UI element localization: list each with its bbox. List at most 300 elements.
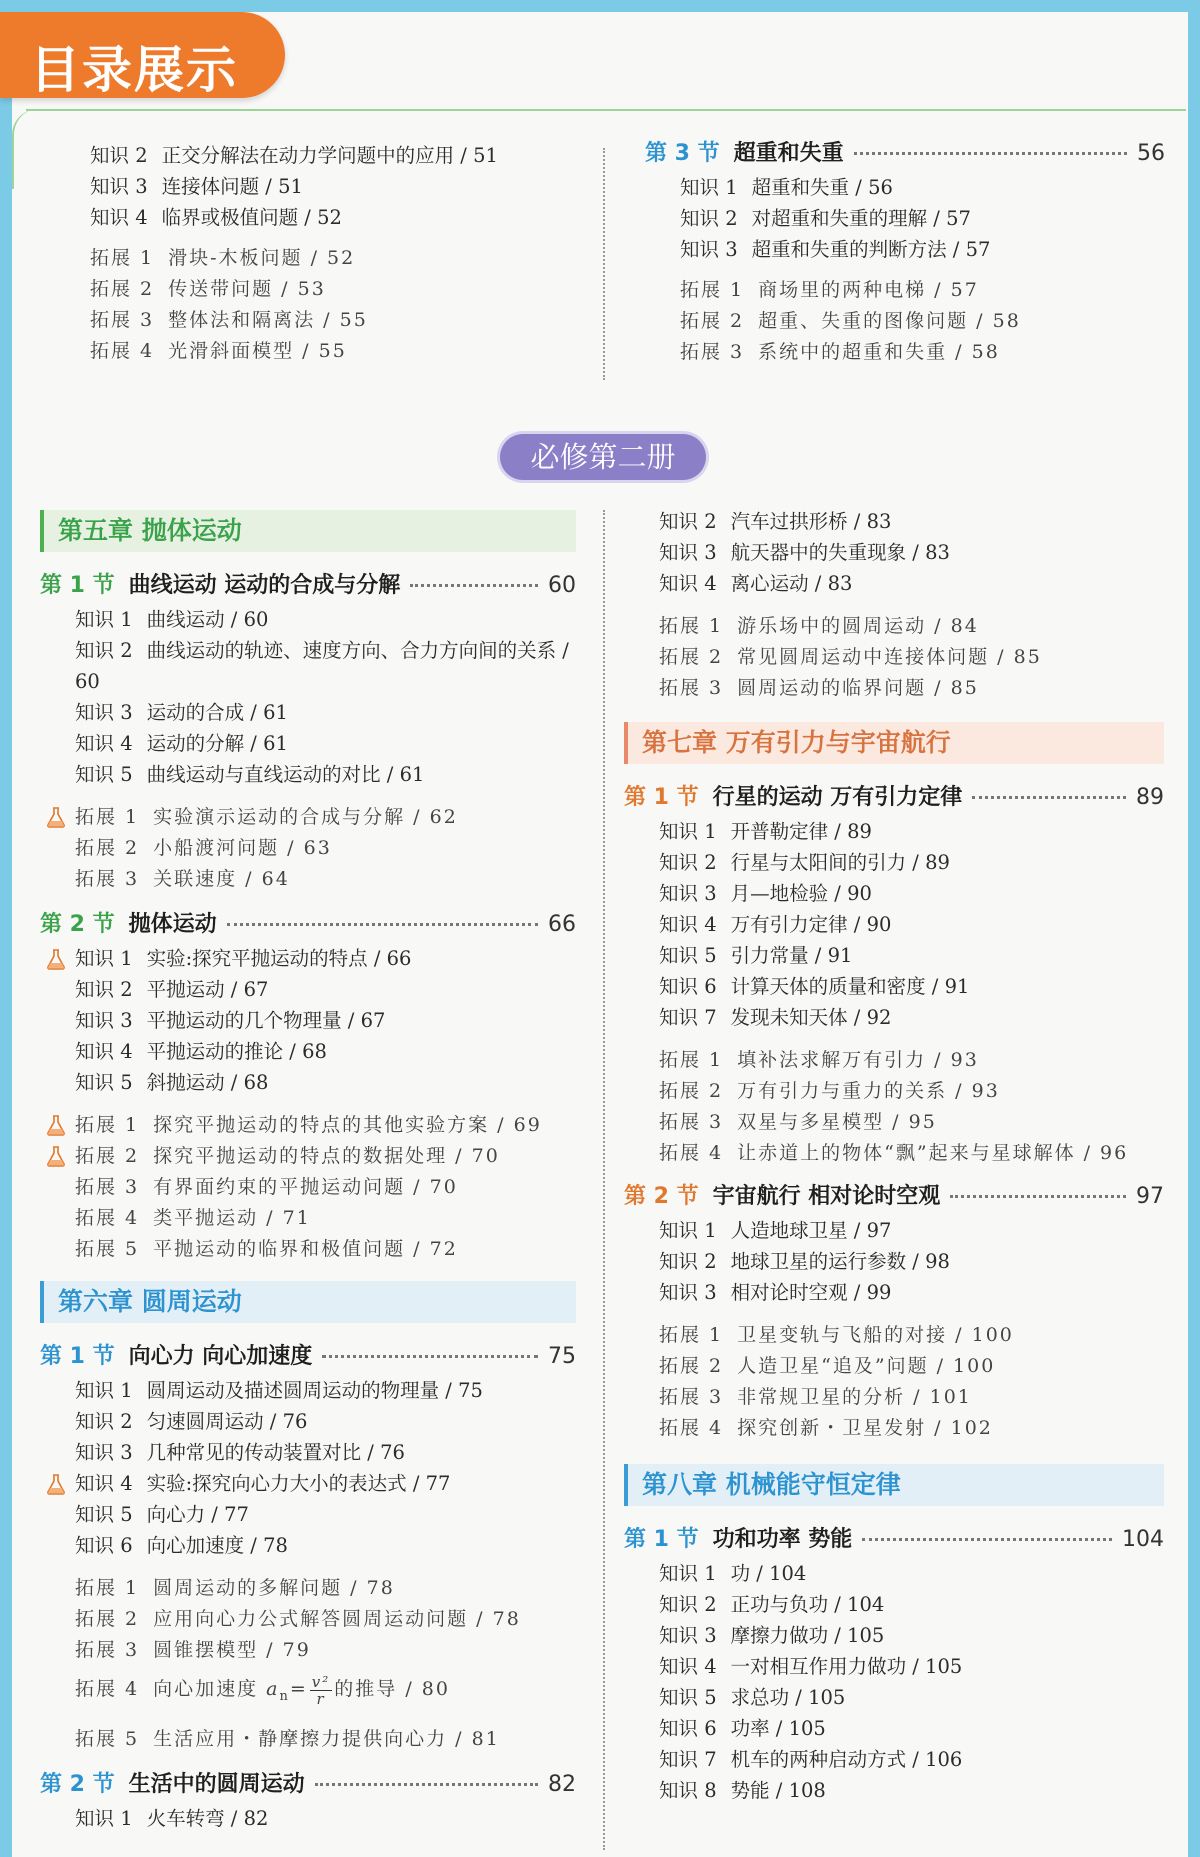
extension-label: 拓展 1: [659, 1049, 724, 1071]
knowledge-item[interactable]: [624, 816, 1164, 847]
knowledge-text: 实验:探究平抛运动的特点 / 66: [146, 947, 412, 970]
extension-item[interactable]: [58, 305, 578, 336]
flask-icon: [46, 1115, 66, 1136]
volume-badge: 必修第二册: [500, 434, 706, 480]
extension-label: 拓展 1: [75, 1577, 140, 1599]
section-number: 第 2 节: [40, 1771, 115, 1797]
knowledge-item[interactable]: [624, 1775, 1164, 1806]
leader-dots: [322, 1355, 538, 1358]
extension-text: 系统中的超重和失重 / 58: [758, 341, 1000, 363]
knowledge-label: 知识 7: [659, 1006, 717, 1029]
section-number: 第 1 节: [624, 1527, 699, 1552]
flask-icon: [46, 948, 66, 969]
spacer: [624, 704, 1164, 722]
knowledge-label: 知识 2: [659, 1593, 717, 1616]
extension-label: 拓展 3: [659, 677, 724, 699]
leader-dots: [862, 1538, 1112, 1541]
extension-text: 关联速度 / 64: [153, 868, 290, 890]
knowledge-text: 引力常量 / 91: [730, 944, 853, 967]
spacer: [40, 790, 576, 802]
knowledge-text: 月—地检验 / 90: [730, 882, 872, 905]
extension-label: 拓展 1: [659, 615, 724, 637]
extension-text: 商场里的两种电梯 / 57: [758, 279, 979, 301]
fraction-denominator: r: [316, 1689, 326, 1708]
extension-item[interactable]: [40, 1110, 576, 1141]
extension-text: 光滑斜面模型 / 55: [168, 340, 347, 362]
extension-label: 拓展 3: [75, 1639, 140, 1661]
section-heading[interactable]: [40, 1767, 576, 1803]
section-title: 行星的运动 万有引力定律: [712, 785, 963, 810]
knowledge-item[interactable]: [624, 971, 1164, 1002]
knowledge-label: 知识 1: [75, 608, 133, 631]
extension-label: 拓展 1: [659, 1324, 724, 1346]
right-column: [624, 506, 1164, 1806]
knowledge-item[interactable]: [40, 1375, 576, 1406]
knowledge-item[interactable]: [624, 1215, 1164, 1246]
knowledge-label: 知识 4: [75, 732, 133, 755]
extension-text: 应用向心力公式解答圆周运动问题 / 78: [153, 1608, 521, 1630]
extension-item[interactable]: [624, 1138, 1164, 1169]
knowledge-text: 向心力 / 77: [146, 1503, 249, 1526]
knowledge-text: 临界或极值问题 / 52: [161, 206, 342, 229]
knowledge-label: 知识 4: [75, 1040, 133, 1063]
section-title: 宇宙航行 相对论时空观: [712, 1184, 941, 1209]
knowledge-text: 航天器中的失重现象 / 83: [730, 541, 950, 564]
knowledge-label: 知识 4: [659, 572, 717, 595]
spacer: [40, 895, 576, 903]
knowledge-item[interactable]: [624, 537, 1164, 568]
knowledge-text: 计算天体的质量和密度 / 91: [730, 975, 970, 998]
knowledge-label: 知识 4: [659, 913, 717, 936]
extension-text: 超重、失重的图像问题 / 58: [758, 310, 1021, 332]
section-title: 功和功率 势能: [712, 1527, 853, 1552]
extension-item[interactable]: [645, 337, 1165, 368]
knowledge-text: 开普勒定律 / 89: [730, 820, 872, 843]
extension-text: 小船渡河问题 / 63: [153, 837, 332, 859]
spacer: [58, 233, 578, 243]
extension-label: 拓展 3: [75, 1176, 140, 1198]
section-number: 第 3 节: [645, 141, 720, 166]
knowledge-text: 求总功 / 105: [730, 1686, 846, 1709]
extension-label: 拓展 3: [659, 1111, 724, 1133]
extension-item[interactable]: [624, 642, 1164, 673]
extension-label: 拓展 3: [90, 309, 155, 331]
knowledge-label: 知识 2: [90, 144, 148, 167]
knowledge-text: 曲线运动 / 60: [146, 608, 269, 631]
extension-text: 整体法和隔离法 / 55: [168, 309, 368, 331]
knowledge-item[interactable]: [40, 1067, 576, 1098]
knowledge-label: 知识 3: [75, 701, 133, 724]
section-number: 第 1 节: [40, 1344, 115, 1369]
knowledge-item[interactable]: [624, 1620, 1164, 1651]
spacer: [624, 1308, 1164, 1320]
fraction-numerator: v²: [311, 1672, 331, 1691]
knowledge-item[interactable]: [40, 728, 576, 759]
knowledge-text: 超重和失重的判断方法 / 57: [751, 238, 991, 261]
extension-item[interactable]: [624, 1320, 1164, 1351]
extension-label: 拓展 2: [75, 1608, 140, 1630]
knowledge-label: 知识 6: [659, 975, 717, 998]
extension-label: 拓展 4: [659, 1417, 724, 1439]
knowledge-text: 正功与负功 / 104: [730, 1593, 885, 1616]
top-left-column: [58, 140, 578, 367]
section-heading[interactable]: [40, 907, 576, 943]
extension-text: 人造卫星“追及”问题 / 100: [737, 1355, 996, 1377]
knowledge-text: 万有引力定律 / 90: [730, 913, 892, 936]
knowledge-text: 对超重和失重的理解 / 57: [751, 207, 971, 230]
extension-item[interactable]: [624, 1107, 1164, 1138]
knowledge-text: 一对相互作用力做功 / 105: [730, 1655, 963, 1678]
knowledge-item[interactable]: [40, 974, 576, 1005]
knowledge-text: 曲线运动的轨迹、速度方向、合力方向间的关系 / 60: [75, 639, 569, 693]
knowledge-label: 知识 6: [659, 1717, 717, 1740]
leader-dots: [972, 796, 1126, 799]
knowledge-text: 匀速圆周运动 / 76: [146, 1410, 308, 1433]
knowledge-label: 知识 3: [659, 1624, 717, 1647]
section-page: 82: [548, 1771, 576, 1797]
section-page: 97: [1136, 1184, 1164, 1209]
knowledge-label: 知识 3: [659, 541, 717, 564]
knowledge-item[interactable]: [645, 203, 1165, 234]
section-page: 56: [1137, 141, 1165, 166]
extension-label: 拓展 2: [90, 278, 155, 300]
extension-text: 非常规卫星的分析 / 101: [737, 1386, 972, 1408]
chapter-heading[interactable]: 第八章 机械能守恒定律: [624, 1464, 1164, 1506]
knowledge-text: 运动的分解 / 61: [146, 732, 288, 755]
extension-item[interactable]: [624, 1413, 1164, 1444]
knowledge-item[interactable]: [645, 172, 1165, 203]
extension-text: 生活应用・静摩擦力提供向心力 / 81: [153, 1727, 500, 1750]
spacer: [40, 1098, 576, 1110]
section-heading[interactable]: [624, 1522, 1164, 1558]
column-divider-top: [603, 148, 605, 380]
formula-fraction: [310, 1674, 333, 1707]
extension-item[interactable]: [40, 1724, 576, 1755]
knowledge-text: 地球卫星的运行参数 / 98: [730, 1250, 950, 1273]
chapter-heading[interactable]: 第五章 抛体运动: [40, 510, 576, 552]
knowledge-item[interactable]: [40, 1530, 576, 1561]
extension-item[interactable]: [40, 833, 576, 864]
knowledge-text: 连接体问题 / 51: [161, 175, 303, 198]
extension-text: 探究创新・卫星发射 / 102: [737, 1417, 993, 1439]
knowledge-label: 知识 1: [75, 1806, 133, 1830]
extension-text: 滑块-木板问题 / 52: [168, 247, 356, 269]
knowledge-text: 发现未知天体 / 92: [730, 1006, 892, 1029]
knowledge-text: 势能 / 108: [730, 1779, 826, 1802]
extension-label: 拓展 2: [680, 310, 745, 332]
spacer: [40, 1265, 576, 1281]
section-number: 第 1 节: [624, 785, 699, 810]
extension-item[interactable]: [645, 275, 1165, 306]
extension-item[interactable]: [40, 1234, 576, 1265]
extension-label: 拓展 4: [659, 1142, 724, 1164]
extension-text: 常见圆周运动中连接体问题 / 85: [737, 646, 1042, 668]
extension-label: 拓展 1: [75, 1114, 140, 1136]
extension-text: 填补法求解万有引力 / 93: [737, 1049, 979, 1071]
knowledge-item[interactable]: [624, 1002, 1164, 1033]
knowledge-text: 实验:探究向心力大小的表达式 / 77: [146, 1472, 451, 1495]
top-right-column: [645, 140, 1165, 368]
extension-label: 拓展 3: [75, 868, 140, 890]
knowledge-label: 知识 5: [75, 1071, 133, 1094]
extension-text: 万有引力与重力的关系 / 93: [737, 1080, 1000, 1102]
knowledge-text: 摩擦力做功 / 105: [730, 1624, 885, 1647]
knowledge-text: 平抛运动 / 67: [146, 978, 269, 1001]
knowledge-label: 知识 3: [659, 1281, 717, 1304]
header-rule-curve: [12, 109, 42, 189]
extension-label: 拓展 4: [75, 1207, 140, 1229]
extension-label: 拓展 4: [75, 1678, 140, 1700]
knowledge-label: 知识 4: [659, 1655, 717, 1678]
extension-item[interactable]: [40, 864, 576, 895]
knowledge-item[interactable]: [58, 171, 578, 202]
knowledge-label: 知识 7: [659, 1748, 717, 1771]
section-title: 抛体运动: [128, 912, 217, 937]
extension-text: 平抛运动的临界和极值问题 / 72: [153, 1238, 458, 1260]
extension-text: 传送带问题 / 53: [168, 278, 326, 300]
spacer: [624, 599, 1164, 611]
knowledge-item[interactable]: [624, 506, 1164, 537]
knowledge-label: 知识 1: [659, 1562, 717, 1585]
knowledge-item[interactable]: [40, 1036, 576, 1067]
leader-dots: [950, 1195, 1126, 1198]
knowledge-label: 知识 2: [659, 510, 717, 533]
knowledge-label: 知识 2: [659, 851, 717, 874]
knowledge-text: 火车转弯 / 82: [146, 1806, 269, 1830]
extension-label: 拓展 2: [75, 837, 140, 859]
knowledge-label: 知识 1: [75, 1379, 133, 1402]
section-title: 向心力 向心加速度: [128, 1344, 313, 1369]
extension-item[interactable]: [645, 306, 1165, 337]
knowledge-item[interactable]: [40, 697, 576, 728]
extension-text: 圆周运动的临界问题 / 85: [737, 677, 979, 699]
spacer: [624, 1169, 1164, 1175]
knowledge-text: 功率 / 105: [730, 1717, 826, 1740]
section-title: 曲线运动 运动的合成与分解: [128, 573, 401, 598]
knowledge-item[interactable]: [40, 1406, 576, 1437]
knowledge-item[interactable]: [624, 1651, 1164, 1682]
knowledge-item[interactable]: [624, 1246, 1164, 1277]
flask-icon: [46, 1146, 66, 1167]
spacer: [624, 1033, 1164, 1045]
extension-item[interactable]: [40, 1141, 576, 1172]
left-column: [40, 510, 576, 1834]
extension-item[interactable]: [624, 1382, 1164, 1413]
extension-label: 拓展 2: [75, 1145, 140, 1167]
section-number: 第 1 节: [40, 573, 115, 598]
knowledge-text: 曲线运动与直线运动的对比 / 61: [146, 763, 425, 786]
knowledge-item[interactable]: [40, 604, 576, 635]
knowledge-text: 机车的两种启动方式 / 106: [730, 1748, 963, 1771]
extension-item[interactable]: [58, 274, 578, 305]
extension-text: 圆周运动的多解问题 / 78: [153, 1577, 395, 1599]
formula-subscript: n: [279, 1688, 290, 1704]
knowledge-label: 知识 8: [659, 1779, 717, 1802]
leader-dots: [854, 152, 1127, 155]
header-banner: [0, 12, 285, 98]
knowledge-label: 知识 5: [75, 1503, 133, 1526]
knowledge-label: 知识 5: [659, 1686, 717, 1709]
knowledge-text: 功 / 104: [730, 1562, 807, 1585]
header-rule: [26, 109, 1186, 111]
knowledge-item[interactable]: [624, 909, 1164, 940]
formula-equals: =: [289, 1678, 308, 1700]
knowledge-label: 知识 3: [680, 238, 738, 261]
extension-label: 拓展 2: [659, 1355, 724, 1377]
extension-label: 拓展 1: [680, 279, 745, 301]
flask-icon: [46, 807, 66, 828]
extension-label: 拓展 2: [659, 1080, 724, 1102]
knowledge-label: 知识 3: [659, 882, 717, 905]
knowledge-item[interactable]: [58, 140, 578, 171]
section-page: 66: [548, 912, 576, 937]
extension-item[interactable]: [624, 1351, 1164, 1382]
knowledge-text: 行星与太阳间的引力 / 89: [730, 851, 950, 874]
extension-label: 拓展 3: [680, 341, 745, 363]
extension-label: 拓展 2: [659, 646, 724, 668]
leader-dots: [227, 923, 538, 926]
extension-text: 游乐场中的圆周运动 / 84: [737, 615, 979, 637]
extension-item[interactable]: [58, 243, 578, 274]
extension-text: 圆锥摆模型 / 79: [153, 1639, 311, 1661]
extension-item[interactable]: [40, 1172, 576, 1203]
extension-text: 探究平抛运动的特点的其他实验方案 / 69: [153, 1114, 542, 1136]
knowledge-item[interactable]: [40, 1468, 576, 1499]
knowledge-item[interactable]: [40, 1437, 576, 1468]
knowledge-item[interactable]: [624, 1277, 1164, 1308]
flask-icon: [46, 1473, 66, 1494]
section-page: 104: [1122, 1527, 1164, 1552]
knowledge-label: 知识 3: [90, 175, 148, 198]
knowledge-item[interactable]: [624, 940, 1164, 971]
knowledge-text: 汽车过拱形桥 / 83: [730, 510, 892, 533]
knowledge-item[interactable]: [624, 1589, 1164, 1620]
spacer: [624, 1444, 1164, 1464]
knowledge-text: 超重和失重 / 56: [751, 176, 893, 199]
section-page: 89: [1136, 785, 1164, 810]
knowledge-item[interactable]: [40, 635, 576, 697]
extension-item[interactable]: [40, 1573, 576, 1604]
extension-item[interactable]: [40, 1666, 576, 1720]
knowledge-item[interactable]: [624, 878, 1164, 909]
extension-text: 实验演示运动的合成与分解 / 62: [153, 806, 458, 828]
knowledge-item[interactable]: [624, 568, 1164, 599]
knowledge-text: 几种常见的传动装置对比 / 76: [146, 1441, 405, 1464]
extension-text: 向心加速度: [153, 1678, 259, 1700]
knowledge-item[interactable]: [624, 847, 1164, 878]
extension-label: 拓展 5: [75, 1238, 140, 1260]
knowledge-text: 平抛运动的几个物理量 / 67: [146, 1009, 386, 1032]
section-number: 第 2 节: [40, 912, 115, 937]
extension-item[interactable]: [40, 802, 576, 833]
extension-text: 有界面约束的平抛运动问题 / 70: [153, 1176, 458, 1198]
extension-label: 拓展 1: [90, 247, 155, 269]
knowledge-item[interactable]: [624, 1744, 1164, 1775]
knowledge-label: 知识 3: [75, 1441, 133, 1464]
section-title: 超重和失重: [733, 141, 844, 166]
knowledge-label: 知识 2: [75, 1410, 133, 1433]
knowledge-item[interactable]: [40, 1803, 576, 1834]
knowledge-label: 知识 1: [680, 176, 738, 199]
chapter-heading[interactable]: 第六章 圆周运动: [40, 1281, 576, 1323]
section-page: 75: [548, 1344, 576, 1369]
section-title: 生活中的圆周运动: [128, 1771, 305, 1797]
knowledge-label: 知识 4: [90, 206, 148, 229]
knowledge-item[interactable]: [624, 1558, 1164, 1589]
knowledge-text: 圆周运动及描述圆周运动的物理量 / 75: [146, 1379, 483, 1402]
knowledge-item[interactable]: [40, 943, 576, 974]
extension-item[interactable]: [624, 611, 1164, 642]
knowledge-label: 知识 4: [75, 1472, 133, 1495]
extension-item[interactable]: [624, 1045, 1164, 1076]
section-heading[interactable]: [40, 1339, 576, 1375]
formula-symbol: a: [266, 1678, 280, 1700]
knowledge-text: 相对论时空观 / 99: [730, 1281, 892, 1304]
knowledge-item[interactable]: [645, 234, 1165, 265]
section-heading[interactable]: [624, 1179, 1164, 1215]
extension-item[interactable]: [40, 1203, 576, 1234]
extension-text: 让赤道上的物体“飘”起来与星球解体 / 96: [737, 1142, 1129, 1164]
section-heading[interactable]: [645, 136, 1165, 172]
extension-label: 拓展 5: [75, 1727, 140, 1750]
knowledge-text: 人造地球卫星 / 97: [730, 1219, 892, 1242]
knowledge-text: 平抛运动的推论 / 68: [146, 1040, 327, 1063]
knowledge-item[interactable]: [624, 1682, 1164, 1713]
leader-dots: [410, 584, 538, 587]
leader-dots: [315, 1783, 538, 1786]
knowledge-label: 知识 6: [75, 1534, 133, 1557]
extension-item[interactable]: [624, 1076, 1164, 1107]
knowledge-item[interactable]: [40, 759, 576, 790]
extension-text: 卫星变轨与飞船的对接 / 100: [737, 1324, 1014, 1346]
knowledge-label: 知识 2: [659, 1250, 717, 1273]
extension-text: 探究平抛运动的特点的数据处理 / 70: [153, 1145, 500, 1167]
knowledge-label: 知识 1: [659, 1219, 717, 1242]
extension-text: 类平抛运动 / 71: [153, 1207, 311, 1229]
knowledge-label: 知识 3: [75, 1009, 133, 1032]
knowledge-label: 知识 1: [659, 820, 717, 843]
column-divider-main: [603, 510, 605, 1850]
extension-item[interactable]: [40, 1635, 576, 1666]
page-title: 目录展示: [30, 41, 238, 99]
extension-item[interactable]: [40, 1604, 576, 1635]
chapter-heading[interactable]: 第七章 万有引力与宇宙航行: [624, 722, 1164, 764]
knowledge-text: 离心运动 / 83: [730, 572, 853, 595]
section-heading[interactable]: [624, 780, 1164, 816]
knowledge-label: 知识 2: [680, 207, 738, 230]
extension-label: 拓展 1: [75, 806, 140, 828]
extension-text: 双星与多星模型 / 95: [737, 1111, 937, 1133]
section-number: 第 2 节: [624, 1184, 699, 1209]
knowledge-label: 知识 2: [75, 639, 133, 662]
knowledge-item[interactable]: [40, 1005, 576, 1036]
knowledge-text: 运动的合成 / 61: [146, 701, 288, 724]
section-heading[interactable]: [40, 568, 576, 604]
extension-item[interactable]: [58, 336, 578, 367]
knowledge-label: 知识 2: [75, 978, 133, 1001]
extension-item[interactable]: [624, 673, 1164, 704]
knowledge-label: 知识 5: [75, 763, 133, 786]
extension-label: 拓展 3: [659, 1386, 724, 1408]
extension-text: 的推导 / 80: [334, 1678, 450, 1700]
knowledge-label: 知识 1: [75, 947, 133, 970]
spacer: [40, 1561, 576, 1573]
knowledge-item[interactable]: [58, 202, 578, 233]
knowledge-item[interactable]: [624, 1713, 1164, 1744]
knowledge-item[interactable]: [40, 1499, 576, 1530]
spacer: [40, 1755, 576, 1763]
knowledge-text: 向心加速度 / 78: [146, 1534, 288, 1557]
